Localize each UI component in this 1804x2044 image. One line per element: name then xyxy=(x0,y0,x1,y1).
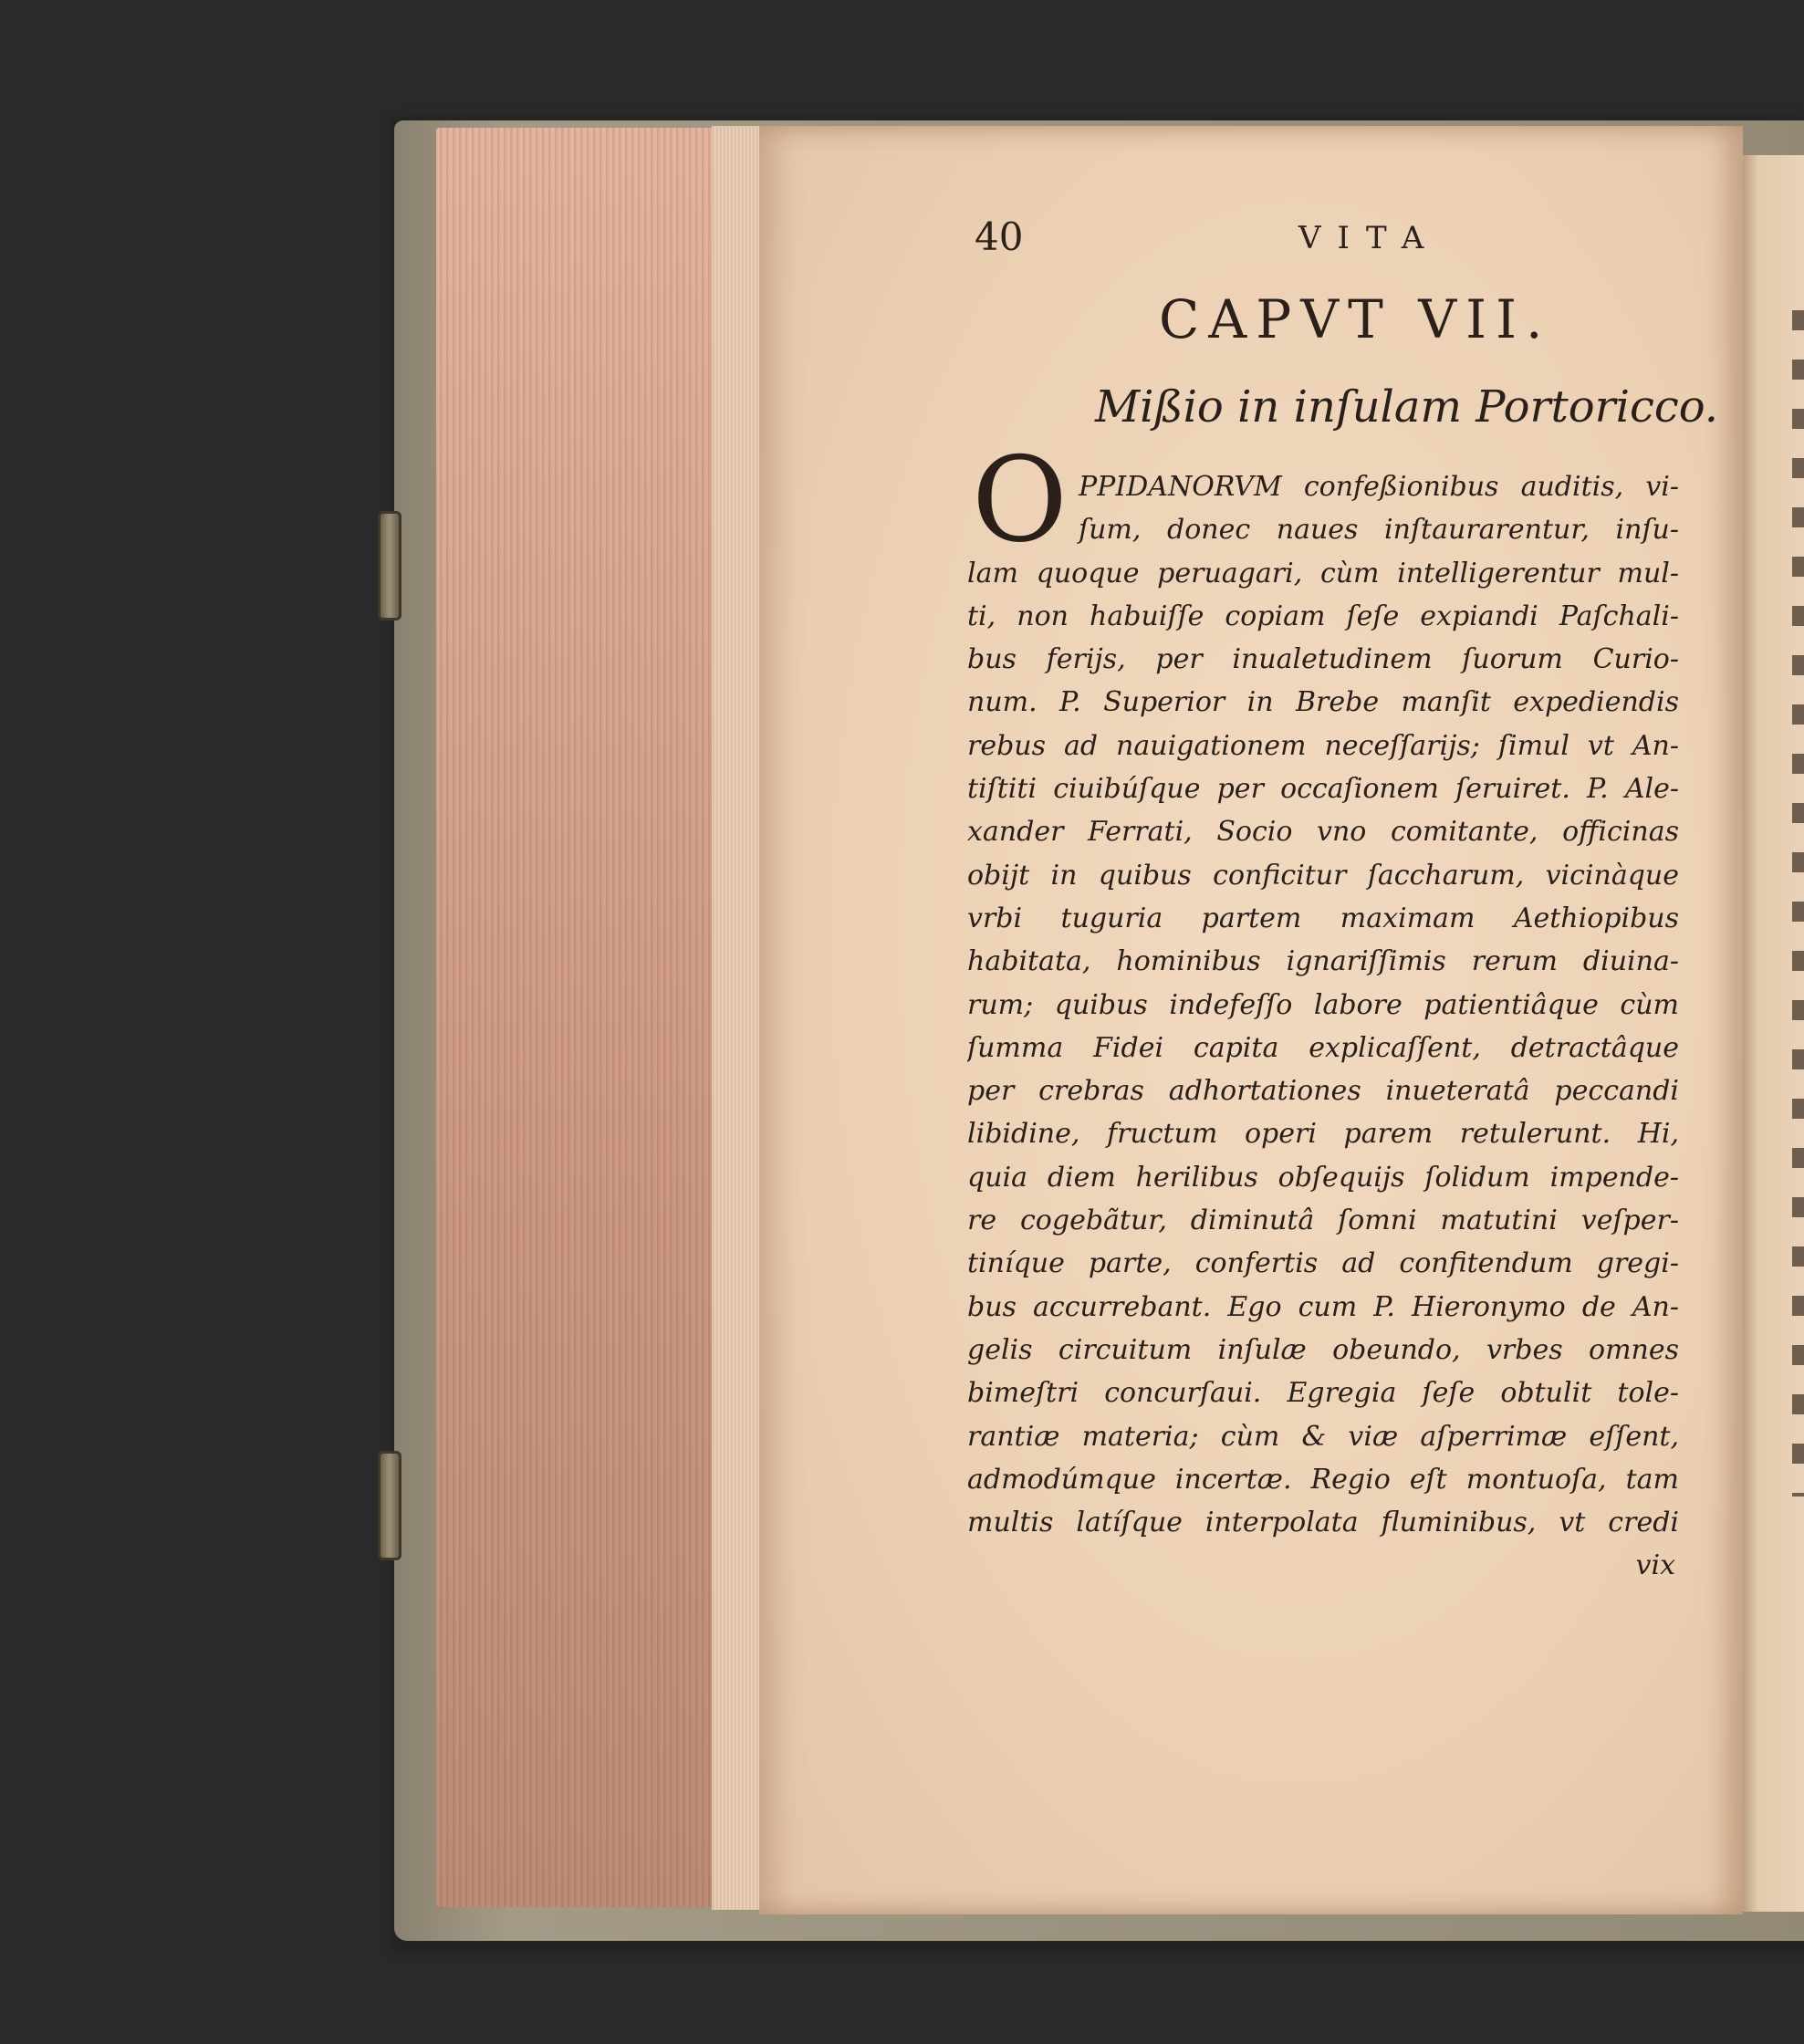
text-line: tiníque parte, confertis ad confitendum gregi- xyxy=(967,1247,1679,1280)
text-line: bimeſtri concurſaui. Egregia ſeſe obtulit tole- xyxy=(967,1377,1679,1410)
text-line: num. P. Superior in Brebe manſit expediendis xyxy=(967,686,1679,719)
text-line: xander Ferrati, Socio vno comitante, officinas xyxy=(967,816,1679,849)
text-line: ſumma Fidei capita explicaſſent, detractâque xyxy=(967,1031,1679,1064)
clasp-bottom xyxy=(378,1451,401,1560)
clasp-top xyxy=(378,511,401,620)
text-line: rantiæ materia; cùm & viæ aſperrimæ eſſent, xyxy=(967,1420,1679,1453)
text-line: lam quoque peruagari, cùm intelligerentur mul- xyxy=(967,557,1679,589)
facing-page-text-edge xyxy=(1792,310,1804,1496)
page-edge-strip xyxy=(712,126,759,1910)
text-line: obijt in quibus conficitur ſaccharum, vicinàque xyxy=(967,859,1679,892)
text-line: re cogebãtur, diminutâ ſomni matutini veſper- xyxy=(967,1204,1679,1237)
drop-cap: O xyxy=(972,433,1068,568)
text-line: vrbi tuguria partem maximam Aethiopibus xyxy=(967,902,1679,934)
text-line: libidine, fructum operi parem retulerunt. Hi, xyxy=(967,1118,1679,1151)
catchword: vix xyxy=(1635,1549,1675,1582)
page-number: 40 xyxy=(975,214,1024,259)
body-text xyxy=(967,465,1679,1588)
text-line: bus ferijs, per inualetudinem ſuorum Curio- xyxy=(967,643,1679,676)
chapter-heading: CAPVT VII. xyxy=(1159,288,1552,350)
text-line: habitata, hominibus ignariſſimis rerum diuina- xyxy=(967,945,1679,978)
text-line: multis latíſque interpolata fluminibus, vt credi xyxy=(967,1507,1679,1539)
running-title: VITA xyxy=(1298,220,1441,256)
chapter-subtitle: Mißio in inſulam Portoricco. xyxy=(1095,381,1719,433)
text-line: per crebras adhortationes inueteratâ peccandi xyxy=(967,1075,1679,1108)
text-line: rebus ad nauigationem neceſſarijs; ſimul vt An- xyxy=(967,729,1679,762)
text-line: quia diem herilibus obſequijs ſolidum impende- xyxy=(967,1161,1679,1194)
text-line: ſum, donec naues inſtaurarentur, inſu- xyxy=(1079,514,1679,547)
text-line: ti, non habuiſſe copiam ſeſe expiandi Paſchali- xyxy=(967,600,1679,632)
text-line: gelis circuitum inſulæ obeundo, vrbes omnes xyxy=(967,1333,1679,1366)
running-head xyxy=(975,214,1559,269)
text-line: bus accurrebant. Ego cum P. Hieronymo de An- xyxy=(967,1290,1679,1323)
text-line: tiſtiti ciuibúſque per occaſionem ſeruiret. P. Ale- xyxy=(967,773,1679,806)
text-line: admodúmque incertæ. Regio eſt montuoſa, tam xyxy=(967,1463,1679,1496)
text-line: rum; quibus indefeſſo labore patientiâque cùm xyxy=(967,988,1679,1021)
text-line: PPIDANORVM confeßionibus auditis, vi- xyxy=(1079,471,1679,503)
